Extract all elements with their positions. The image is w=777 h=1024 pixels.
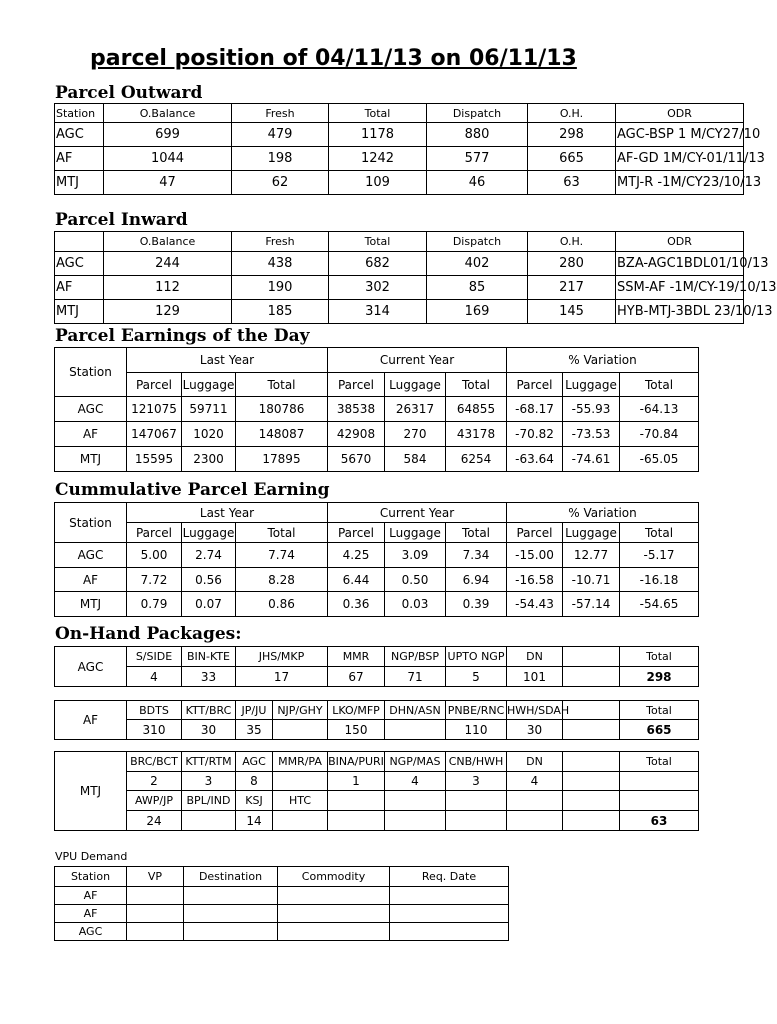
table-cell	[390, 887, 509, 905]
table-cell: 1242	[329, 147, 427, 171]
header-cell: Commodity	[278, 867, 390, 887]
route-label: S/SIDE	[127, 647, 182, 667]
route-label: UPTO NGP	[446, 647, 507, 667]
table-cell: 17895	[236, 447, 328, 472]
table-cell: 438	[232, 252, 329, 276]
onhand-label-row	[55, 701, 699, 720]
route-label: HTC	[273, 791, 328, 811]
route-label	[620, 791, 699, 811]
table-cell: 85	[427, 276, 528, 300]
route-label: Total	[620, 647, 699, 667]
table-cell: 2.74	[182, 543, 236, 568]
odr-cell: BZA-AGC1BDL01/10/13	[616, 252, 744, 276]
table-cell: 47	[104, 171, 232, 195]
station-cell: AGC	[55, 923, 127, 941]
table-cell: 3.09	[385, 543, 446, 568]
route-label: KSJ	[236, 791, 273, 811]
route-value: 310	[127, 720, 182, 740]
table-row	[55, 123, 744, 147]
subheader-cell: Total	[620, 523, 699, 543]
table-cell: -70.84	[620, 422, 699, 447]
table-row	[55, 568, 699, 592]
route-value	[273, 811, 328, 831]
table-cell: 198	[232, 147, 329, 171]
subheader-cell: Parcel	[127, 523, 182, 543]
header-cell: Dispatch	[427, 232, 528, 252]
route-label: BINA/PURI	[328, 752, 385, 772]
group-header: Last Year	[127, 503, 328, 523]
station-cell: AF	[55, 568, 127, 592]
route-label: MMR	[328, 647, 385, 667]
route-value: 67	[328, 667, 385, 687]
table-cell: 145	[528, 300, 616, 324]
station-cell: AGC	[55, 647, 127, 687]
station-cell: MTJ	[55, 300, 104, 324]
table-cell	[390, 905, 509, 923]
table-cell: 148087	[236, 422, 328, 447]
table-cell: 7.34	[446, 543, 507, 568]
subheader-cell: Luggage	[563, 373, 620, 397]
table-cell: 0.79	[127, 592, 182, 617]
station-cell: AGC	[55, 397, 127, 422]
inward-heading: Parcel Inward	[55, 210, 188, 230]
table-cell: -63.64	[507, 447, 563, 472]
odr-cell: HYB-MTJ-3BDL 23/10/13	[616, 300, 744, 324]
subheader-cell: Luggage	[182, 373, 236, 397]
table-cell: 169	[427, 300, 528, 324]
inward-header-row	[55, 232, 744, 252]
route-value: 30	[507, 720, 563, 740]
route-label: CNB/HWH	[446, 752, 507, 772]
onhand-value-row	[55, 667, 699, 687]
station-header: Station	[55, 503, 127, 543]
station-cell: AF	[55, 701, 127, 740]
outward-table	[54, 103, 765, 195]
table-cell: -54.43	[507, 592, 563, 617]
route-value: 4	[385, 772, 446, 791]
header-cell: Dispatch	[427, 104, 528, 123]
header-cell: Station	[55, 867, 127, 887]
earnings-heading: Parcel Earnings of the Day	[55, 326, 310, 346]
route-value	[385, 720, 446, 740]
station-cell: MTJ	[55, 447, 127, 472]
station-cell: AF	[55, 276, 104, 300]
table-cell: 15595	[127, 447, 182, 472]
table-cell: 302	[329, 276, 427, 300]
table-row	[55, 923, 509, 941]
station-header: Station	[55, 348, 127, 397]
subheader-cell: Parcel	[328, 373, 385, 397]
header-cell: ODR	[616, 232, 744, 252]
table-row	[55, 905, 509, 923]
route-label: MMR/PA	[273, 752, 328, 772]
route-value	[563, 667, 620, 687]
route-label	[446, 791, 507, 811]
route-value	[273, 772, 328, 791]
table-cell: -16.58	[507, 568, 563, 592]
table-cell: 59711	[182, 397, 236, 422]
odr-cell: SSM-AF -1M/CY-19/10/13	[616, 276, 744, 300]
onhand-label-row	[55, 752, 699, 772]
table-cell: 64855	[446, 397, 507, 422]
header-cell: Station	[55, 104, 104, 123]
table-cell: 6.44	[328, 568, 385, 592]
station-cell: MTJ	[55, 592, 127, 617]
header-cell: Destination	[184, 867, 278, 887]
table-cell: 0.03	[385, 592, 446, 617]
table-cell: 280	[528, 252, 616, 276]
subheader-cell: Luggage	[563, 523, 620, 543]
subheader-cell: Parcel	[127, 373, 182, 397]
subheader-cell: Luggage	[182, 523, 236, 543]
page-title: parcel position of 04/11/13 on 06/11/13	[90, 46, 577, 71]
route-label	[563, 647, 620, 667]
route-value	[507, 811, 563, 831]
route-label: DN	[507, 752, 563, 772]
table-row	[55, 397, 699, 422]
subheader-cell: Total	[446, 523, 507, 543]
table-cell: 0.36	[328, 592, 385, 617]
table-cell: -57.14	[563, 592, 620, 617]
onhand-heading: On-Hand Packages:	[55, 624, 242, 644]
route-label: KTT/RTM	[182, 752, 236, 772]
table-cell: 0.39	[446, 592, 507, 617]
table-cell: -65.05	[620, 447, 699, 472]
table-cell: 665	[528, 147, 616, 171]
table-cell	[184, 923, 278, 941]
table-row	[55, 422, 699, 447]
station-cell: AGC	[55, 123, 104, 147]
station-cell: MTJ	[55, 171, 104, 195]
earnings-table	[54, 347, 699, 472]
station-cell: AF	[55, 147, 104, 171]
table-cell: 314	[329, 300, 427, 324]
station-cell: AF	[55, 887, 127, 905]
route-label: Total	[620, 701, 699, 720]
table-cell	[127, 905, 184, 923]
header-cell: Total	[329, 104, 427, 123]
earnings-group-row	[55, 348, 699, 373]
route-label: Total	[620, 752, 699, 772]
table-row	[55, 300, 744, 324]
table-cell: 1044	[104, 147, 232, 171]
odr-cell: AGC-BSP 1 M/CY27/10	[616, 123, 744, 147]
subheader-cell: Parcel	[328, 523, 385, 543]
route-value: 110	[446, 720, 507, 740]
group-header: % Variation	[507, 348, 699, 373]
route-value	[328, 811, 385, 831]
route-value: 4	[507, 772, 563, 791]
table-cell: 6254	[446, 447, 507, 472]
table-row	[55, 543, 699, 568]
vpu-header-row	[55, 867, 509, 887]
route-label	[563, 701, 620, 720]
table-cell: 479	[232, 123, 329, 147]
table-cell: 109	[329, 171, 427, 195]
route-label: JP/JU	[236, 701, 273, 720]
route-label	[563, 791, 620, 811]
table-row	[55, 447, 699, 472]
table-cell: 112	[104, 276, 232, 300]
route-value: 1	[328, 772, 385, 791]
station-cell: MTJ	[55, 752, 127, 831]
cumulative-heading: Cummulative Parcel Earning	[55, 480, 330, 500]
table-cell: 0.50	[385, 568, 446, 592]
table-cell: 2300	[182, 447, 236, 472]
table-cell	[127, 887, 184, 905]
header-cell: Fresh	[232, 232, 329, 252]
table-cell: -74.61	[563, 447, 620, 472]
route-value: 3	[182, 772, 236, 791]
route-label: BDTS	[127, 701, 182, 720]
group-header: Current Year	[328, 503, 507, 523]
table-cell: 46	[427, 171, 528, 195]
table-cell: 12.77	[563, 543, 620, 568]
table-cell: 682	[329, 252, 427, 276]
header-cell: Fresh	[232, 104, 329, 123]
route-label: BRC/BCT	[127, 752, 182, 772]
subheader-cell: Luggage	[385, 373, 446, 397]
route-label: DHN/ASN	[385, 701, 446, 720]
table-row	[55, 252, 744, 276]
route-value: 3	[446, 772, 507, 791]
route-value	[563, 772, 620, 791]
table-cell: 0.07	[182, 592, 236, 617]
cumulative-subheader-row	[55, 523, 699, 543]
header-cell: VP	[127, 867, 184, 887]
route-value	[182, 811, 236, 831]
header-cell: Req. Date	[390, 867, 509, 887]
table-cell: 402	[427, 252, 528, 276]
table-cell: 180786	[236, 397, 328, 422]
onhand-af-table	[54, 700, 699, 740]
route-label	[385, 791, 446, 811]
route-value	[563, 811, 620, 831]
route-label: LKO/MFP	[328, 701, 385, 720]
route-label: HWH/SDAH	[507, 701, 563, 720]
table-cell: 6.94	[446, 568, 507, 592]
route-value: 101	[507, 667, 563, 687]
route-label: BIN-KTE	[182, 647, 236, 667]
onhand-value-row	[55, 720, 699, 740]
group-header: % Variation	[507, 503, 699, 523]
table-cell	[184, 905, 278, 923]
table-cell: -54.65	[620, 592, 699, 617]
table-cell: 217	[528, 276, 616, 300]
table-cell: 129	[104, 300, 232, 324]
table-cell: 270	[385, 422, 446, 447]
route-label: AWP/JP	[127, 791, 182, 811]
table-cell	[278, 887, 390, 905]
table-cell: 880	[427, 123, 528, 147]
onhand-value-row	[55, 772, 699, 791]
route-label: BPL/IND	[182, 791, 236, 811]
station-cell: AGC	[55, 543, 127, 568]
table-cell: -15.00	[507, 543, 563, 568]
route-label: DN	[507, 647, 563, 667]
route-label: NJP/GHY	[273, 701, 328, 720]
table-cell: 1178	[329, 123, 427, 147]
table-cell: -70.82	[507, 422, 563, 447]
subheader-cell: Total	[236, 373, 328, 397]
table-cell	[278, 905, 390, 923]
table-cell	[127, 923, 184, 941]
subheader-cell: Parcel	[507, 523, 563, 543]
table-cell: 62	[232, 171, 329, 195]
table-cell: 577	[427, 147, 528, 171]
route-value: 35	[236, 720, 273, 740]
route-value: 4	[127, 667, 182, 687]
table-cell: 7.74	[236, 543, 328, 568]
table-cell	[390, 923, 509, 941]
route-label: JHS/MKP	[236, 647, 328, 667]
table-cell: 42908	[328, 422, 385, 447]
route-value: 30	[182, 720, 236, 740]
total-value: 665	[620, 720, 699, 740]
route-label: NGP/MAS	[385, 752, 446, 772]
station-cell: AF	[55, 905, 127, 923]
table-row	[55, 147, 744, 171]
table-cell: 298	[528, 123, 616, 147]
route-value: 14	[236, 811, 273, 831]
table-cell: 43178	[446, 422, 507, 447]
table-cell: -16.18	[620, 568, 699, 592]
table-cell: -10.71	[563, 568, 620, 592]
table-cell: 1020	[182, 422, 236, 447]
subheader-cell: Total	[236, 523, 328, 543]
table-cell: 121075	[127, 397, 182, 422]
route-value: 33	[182, 667, 236, 687]
inward-table	[54, 231, 777, 324]
station-cell: AGC	[55, 252, 104, 276]
odr-cell: AF-GD 1M/CY-01/11/13	[616, 147, 744, 171]
table-cell: 584	[385, 447, 446, 472]
table-row	[55, 887, 509, 905]
header-cell: O.Balance	[104, 104, 232, 123]
route-value: 150	[328, 720, 385, 740]
header-cell: Total	[329, 232, 427, 252]
subheader-cell: Total	[446, 373, 507, 397]
onhand-label-row	[55, 791, 699, 811]
table-cell: 7.72	[127, 568, 182, 592]
table-cell: 0.86	[236, 592, 328, 617]
odr-cell: MTJ-R -1M/CY23/10/13	[616, 171, 744, 195]
table-cell: 699	[104, 123, 232, 147]
header-cell: O.Balance	[104, 232, 232, 252]
table-cell: 8.28	[236, 568, 328, 592]
route-value: 71	[385, 667, 446, 687]
table-cell: 185	[232, 300, 329, 324]
header-cell: O.H.	[528, 232, 616, 252]
route-value: 24	[127, 811, 182, 831]
subheader-cell: Total	[620, 373, 699, 397]
header-cell	[55, 232, 104, 252]
total-value: 298	[620, 667, 699, 687]
onhand-mtj-table	[54, 751, 699, 831]
route-value	[273, 720, 328, 740]
earnings-subheader-row	[55, 373, 699, 397]
subheader-cell: Luggage	[385, 523, 446, 543]
route-label	[328, 791, 385, 811]
route-value	[446, 811, 507, 831]
route-label: AGC	[236, 752, 273, 772]
table-cell: 244	[104, 252, 232, 276]
route-label: PNBE/RNC	[446, 701, 507, 720]
group-header: Last Year	[127, 348, 328, 373]
table-row	[55, 592, 699, 617]
route-value: 2	[127, 772, 182, 791]
route-value: 5	[446, 667, 507, 687]
route-label: NGP/BSP	[385, 647, 446, 667]
outward-heading: Parcel Outward	[55, 83, 203, 103]
onhand-value-row	[55, 811, 699, 831]
table-cell: 190	[232, 276, 329, 300]
table-cell: 147067	[127, 422, 182, 447]
route-value	[563, 720, 620, 740]
table-cell: -73.53	[563, 422, 620, 447]
table-cell	[184, 887, 278, 905]
table-cell	[278, 923, 390, 941]
table-cell: 5670	[328, 447, 385, 472]
table-cell: 63	[528, 171, 616, 195]
route-value: 8	[236, 772, 273, 791]
route-value	[620, 772, 699, 791]
cumulative-table	[54, 502, 699, 617]
route-label	[507, 791, 563, 811]
header-cell: ODR	[616, 104, 744, 123]
table-cell: 4.25	[328, 543, 385, 568]
header-cell: O.H.	[528, 104, 616, 123]
vpu-heading: VPU Demand	[55, 850, 128, 863]
outward-header-row	[55, 104, 744, 123]
route-value	[385, 811, 446, 831]
table-cell: 5.00	[127, 543, 182, 568]
group-header: Current Year	[328, 348, 507, 373]
subheader-cell: Parcel	[507, 373, 563, 397]
route-label: KTT/BRC	[182, 701, 236, 720]
cumulative-group-row	[55, 503, 699, 523]
table-cell: -64.13	[620, 397, 699, 422]
vpu-table	[54, 866, 509, 941]
route-label	[563, 752, 620, 772]
table-cell: -68.17	[507, 397, 563, 422]
total-value: 63	[620, 811, 699, 831]
route-value: 17	[236, 667, 328, 687]
station-cell: AF	[55, 422, 127, 447]
onhand-label-row	[55, 647, 699, 667]
onhand-agc-table	[54, 646, 699, 687]
table-row	[55, 276, 744, 300]
table-cell: -5.17	[620, 543, 699, 568]
table-row	[55, 171, 744, 195]
table-cell: 38538	[328, 397, 385, 422]
table-cell: -55.93	[563, 397, 620, 422]
table-cell: 0.56	[182, 568, 236, 592]
table-cell: 26317	[385, 397, 446, 422]
